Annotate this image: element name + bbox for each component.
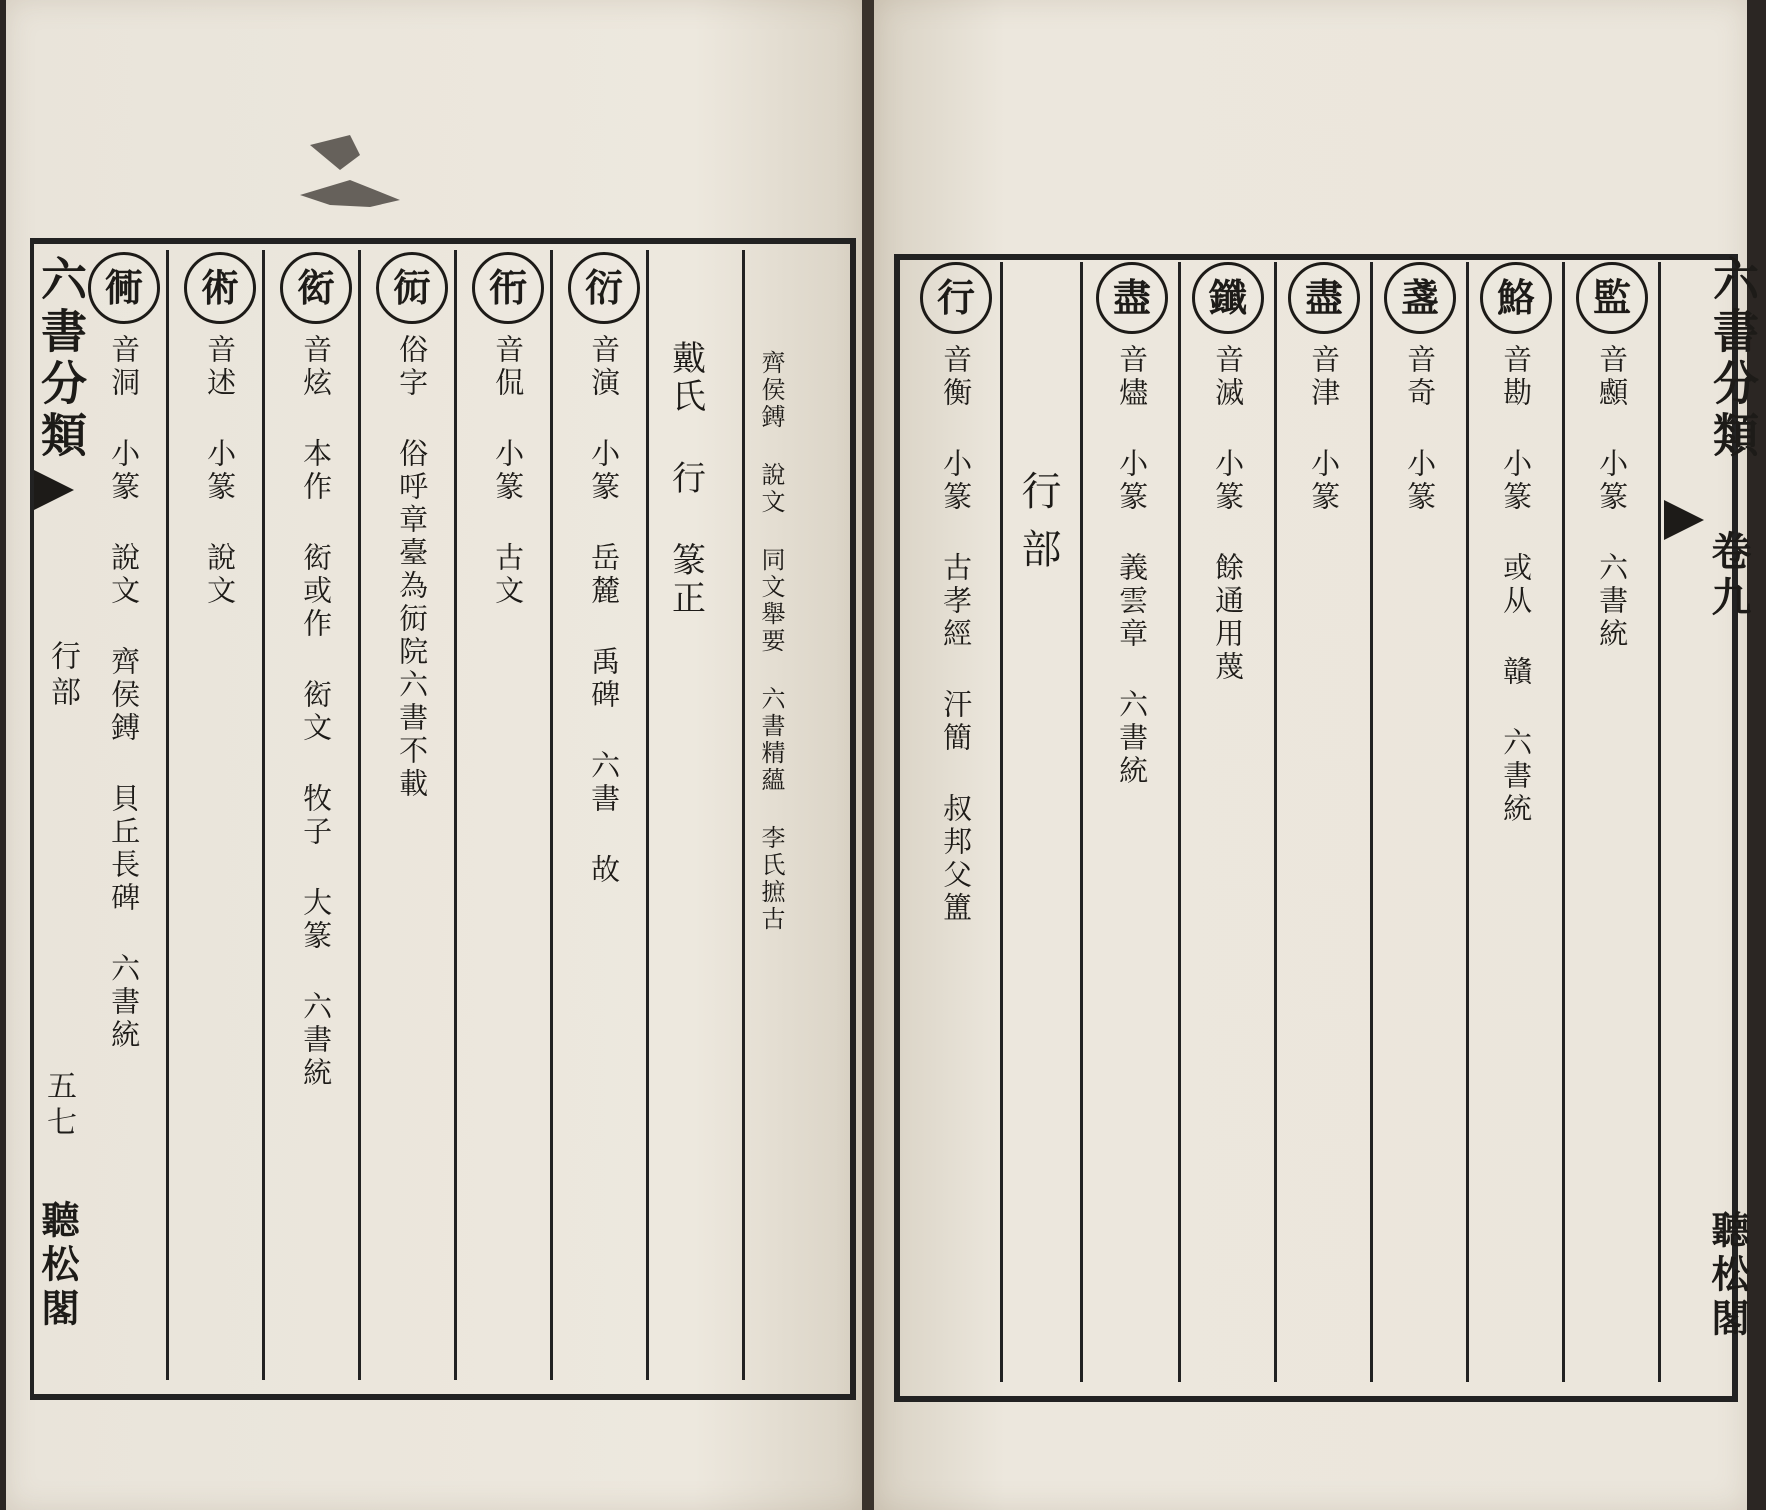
entry-text: 戴氏 行 篆正 [665,340,706,618]
right-margin-volume: 卷九 [1705,530,1752,622]
entry-text: 俗字 俗呼章臺為衏院六書不載 [395,334,430,801]
entry-text: 音䫲 小篆 六書統 [1595,344,1630,651]
entry-column [568,252,640,887]
entry-text: 音演 小篆 岳麓 禹碑 六書 故 [587,334,622,887]
left-margin-publisher: 聽松閣 [35,1200,80,1332]
column-divider [1370,262,1373,1382]
column-divider [358,250,361,1380]
entry-text: 音滅 小篆 餘通用蔑 [1211,344,1246,684]
left-margin-page-number: 五七 [41,1070,76,1142]
entry-column [280,252,352,1090]
entry-text: 音燼 小篆 義雲章 六書統 [1115,344,1150,788]
entry-column [1096,262,1168,788]
entry-text: 齊侯鎛 說文 同文舉要 六書精蘊 李氏摭古 [757,350,785,933]
entry-column [664,330,707,618]
entry-column [756,340,786,933]
entry-head-character: 監 [1576,262,1648,334]
entry-column [472,252,544,608]
left-margin-section: 行部 [45,640,80,712]
entry-column [376,252,448,801]
column-divider [1178,262,1181,1382]
column-divider [454,250,457,1380]
column-divider [1080,262,1083,1382]
column-divider [1274,262,1277,1382]
column-divider [1562,262,1565,1382]
entry-column [1192,262,1264,684]
entry-column [920,262,992,925]
entry-column [1288,262,1360,514]
entry-head-character: 行 [920,262,992,334]
entry-column [1384,262,1456,514]
entry-head-character: 衏 [376,252,448,324]
column-divider [646,250,649,1380]
right-margin-publisher: 聽松閣 [1705,1210,1750,1342]
entry-head-character: 鮥 [1480,262,1552,334]
entry-text: 音侃 小篆 古文 [491,334,526,608]
column-divider [1658,262,1661,1382]
column-divider [1466,262,1469,1382]
entry-head-character: 盡 [1096,262,1168,334]
entry-column [1576,262,1648,651]
left-margin-book-title: 六書分類 [34,255,88,463]
ink-smudge-mark [290,125,410,215]
entry-head-character: 鑯 [1192,262,1264,334]
entry-head-character: 衕 [88,252,160,324]
column-divider [166,250,169,1380]
entry-text: 音奇 小篆 [1403,344,1438,514]
entry-head-character: 盡 [1288,262,1360,334]
section-title: 行部 [1015,470,1061,586]
entry-text: 音述 小篆 說文 [203,334,238,608]
entry-head-character: 衍 [568,252,640,324]
column-divider [550,250,553,1380]
entry-text: 音勘 小篆 或从 贛 六書統 [1499,344,1534,826]
entry-head-character: 衎 [472,252,544,324]
right-margin-book-title: 六書分類 [1706,255,1760,463]
entry-text: 音衡 小篆 古孝經 汗簡 叔邦父簠 [939,344,974,925]
entry-text: 音洞 小篆 說文 齊侯鎛 貝丘長碑 六書統 [107,334,142,1052]
column-divider [742,250,745,1380]
entry-column [184,252,256,608]
entry-column [1480,262,1552,826]
entry-head-character: 衒 [280,252,352,324]
fold-marker [1664,500,1704,540]
fold-marker [34,470,74,510]
column-divider [262,250,265,1380]
column-divider [1000,262,1003,1382]
entry-head-character: 術 [184,252,256,324]
entry-text: 音炫 本作 衒或作 衒文 牧子 大篆 六書統 [299,334,334,1090]
entry-column [88,252,160,1052]
entry-head-character: 盞 [1384,262,1456,334]
entry-text: 音津 小篆 [1307,344,1342,514]
